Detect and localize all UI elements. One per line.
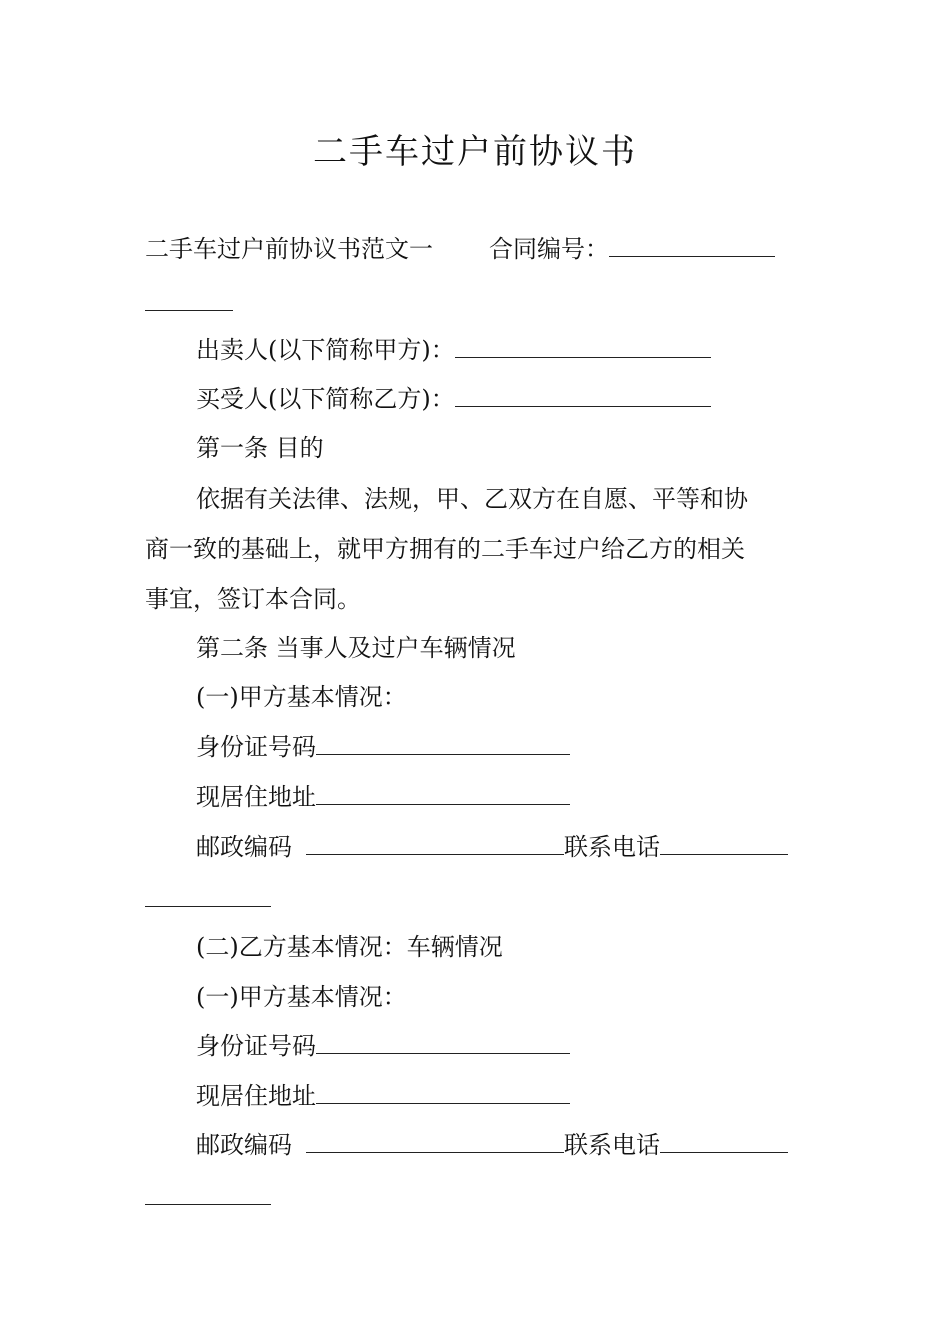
- section-c-address-line: [196, 1081, 570, 1111]
- seller-label: 出卖人(以下简称甲方)：: [196, 336, 455, 364]
- phone-blank-continued[interactable]: [145, 906, 271, 907]
- buyer-blank[interactable]: [455, 384, 711, 407]
- postcode-label: 邮政编码: [196, 1131, 292, 1159]
- document-title: 二手车过户前协议书: [313, 132, 637, 172]
- section-a-id-line: [196, 732, 570, 762]
- postcode-blank[interactable]: [306, 832, 564, 855]
- id-blank[interactable]: [316, 1031, 570, 1054]
- article1-heading: 第一条 目的: [196, 434, 324, 462]
- article1-text-line3: 事宜，签订本合同。: [145, 585, 361, 613]
- section-c-heading: (一)甲方基本情况：: [196, 983, 407, 1011]
- phone-blank-continued[interactable]: [145, 1204, 271, 1205]
- postcode-label: 邮政编码: [196, 833, 292, 861]
- address-blank[interactable]: [316, 1081, 570, 1104]
- phone-blank[interactable]: [660, 832, 788, 855]
- intro-line: [145, 234, 775, 264]
- address-blank[interactable]: [316, 782, 570, 805]
- seller-line: [196, 335, 711, 365]
- postcode-blank[interactable]: [306, 1130, 564, 1153]
- phone-label: 联系电话: [564, 833, 660, 861]
- article2-heading: 第二条 当事人及过户车辆情况: [196, 634, 516, 662]
- intro-heading: 二手车过户前协议书范文一: [145, 235, 433, 263]
- section-c-id-line: [196, 1031, 570, 1061]
- buyer-label: 买受人(以下简称乙方)：: [196, 385, 455, 413]
- article1-text-line2: 商一致的基础上，就甲方拥有的二手车过户给乙方的相关: [145, 535, 745, 563]
- address-label: 现居住地址: [196, 783, 316, 811]
- section-a-contact-line: [196, 832, 788, 862]
- contract-no-blank[interactable]: [609, 234, 775, 257]
- article1-text-line1: 依据有关法律、法规，甲、乙双方在自愿、平等和协: [196, 485, 748, 513]
- section-a-heading: (一)甲方基本情况：: [196, 683, 407, 711]
- section-b-heading: (二)乙方基本情况：车辆情况: [196, 933, 503, 961]
- phone-blank[interactable]: [660, 1130, 788, 1153]
- address-label: 现居住地址: [196, 1082, 316, 1110]
- phone-label: 联系电话: [564, 1131, 660, 1159]
- id-label: 身份证号码: [196, 733, 316, 761]
- seller-blank[interactable]: [455, 335, 711, 358]
- section-c-contact-line: [196, 1130, 788, 1160]
- contract-no-blank-continued[interactable]: [145, 310, 233, 311]
- id-blank[interactable]: [316, 732, 570, 755]
- buyer-line: [196, 384, 711, 414]
- section-a-address-line: [196, 782, 570, 812]
- id-label: 身份证号码: [196, 1032, 316, 1060]
- contract-no-label: 合同编号：: [489, 235, 609, 263]
